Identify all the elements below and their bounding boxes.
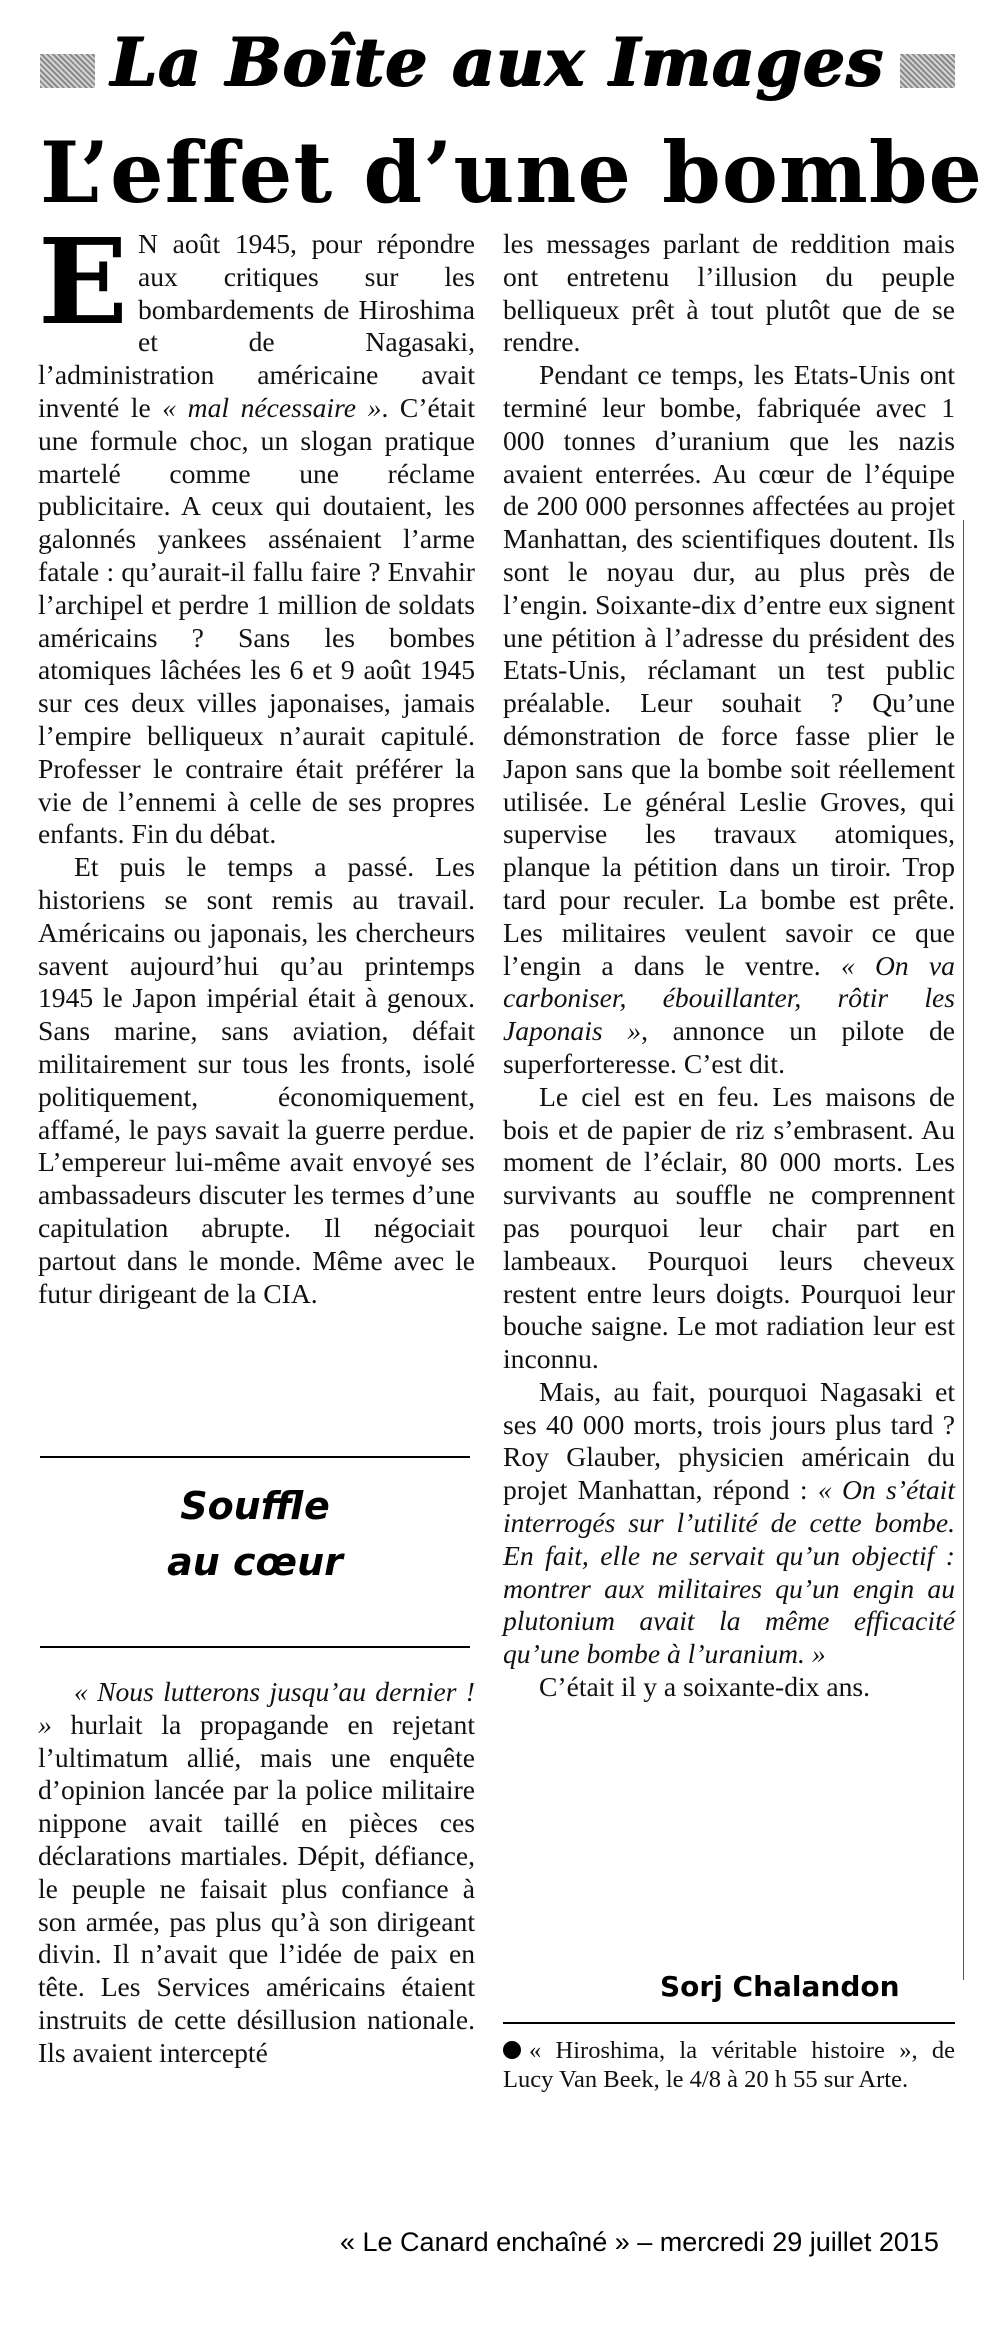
headline: L’effet d’une bombe <box>40 123 983 222</box>
subhead-line-2: au cœur <box>167 1540 343 1584</box>
column-edge-rule <box>963 520 964 1980</box>
paragraph-4 <box>503 359 955 1081</box>
paragraph-6-quote: « On s’était interrogés sur l’utilité de cette bombe. En fait, elle ne servait qu’un objectif : montrer aux militaires qu’un engin au plutonium avait la même efficacité qu’une bombe à l’uranium. » <box>503 1474 955 1670</box>
article-column-left <box>38 212 475 1310</box>
paragraph-1-quote: « mal nécessaire » <box>162 391 382 423</box>
paragraph-3-text: hurlait la propagande en rejetant l’ultimatum allié, mais une enquête d’opinion lancée par la police militaire nippone avait taillé en pièces ces déclarations martiales. Dépit, défiance, le peuple ne faisait plus confiance à son armée, pas plus qu’à son dirigeant divin. Il n’avait que l’idée de paix en tête. Les Services américains étaient instruits de cette désillusion nationale. Ils avaient intercepté <box>38 1708 475 2068</box>
article-column-right <box>503 228 955 1704</box>
paragraph-1-text-a: N août 1945, pour répondre aux critiques sur les bombardements de Hiroshima et de Nagasaki, l’administration américaine avait inventé le <box>38 228 475 423</box>
paragraph-3-continued: les messages parlant de reddition mais ont entretenu l’illusion du peuple belliqueux prêt à tout plutôt que de se rendre. <box>503 228 955 358</box>
subhead <box>40 1478 470 1590</box>
rubric-title: La Boîte aux Images <box>95 18 900 106</box>
paragraph-1-text-b: . C’était une formule choc, un slogan pratique martelé comme une réclame publicitaire. A ceux qui doutaient, les galonnés yankees assénaient l’arme fatale : qu’aurait-il fallu faire ? Envahir l’archipel et perdre 1 million de soldats américains ? Sans les bombes atomiques lâchées les 6 et 9 août 1945 sur ces deux villes japonaises, jamais l’empire belliqueux n’aurait capitulé. Professer le contraire était préférer la vie de l’ennemi à celle de ses propres enfants. Fin du débat. <box>38 391 475 850</box>
dropcap: E <box>38 212 128 351</box>
paragraph-7: C’était il y a soixante-dix ans. <box>539 1671 871 1703</box>
paragraph-6-text: Mais, au fait, pourquoi Nagasaki et ses 40 000 morts, trois jours plus tard ? Roy Glauber, physicien américain du projet Manhattan, répond : <box>503 1375 955 1506</box>
article-column-left-lower <box>38 1676 475 2070</box>
subhead-rule-top <box>40 1456 470 1458</box>
paragraph-4-text: Pendant ce temps, les Etats-Unis ont terminé leur bombe, fabriquée avec 1 000 tonnes d’uranium que les nazis avaient enterrées. Au cœur de l’équipe de 200 000 personnes affectées au projet Manhattan, des scientifiques doutent. Ils sont le noyau dur, au plus près de l’engin. Soixante-dix d’entre eux signent une pétition à l’adresse du président des Etats-Unis, réclamant un test public préalable. Leur souhait ? Qu’une démonstration de force fasse plier le Japon sans que la bombe soit réellement utilisée. Le général Leslie Groves, qui supervise les travaux atomiques, planque la pétition dans un tiroir. Trop tard pour reculer. La bombe est prête. Les militaires veulent savoir ce que l’engin a dans le ventre. <box>503 359 955 981</box>
source-footer: « Le Canard enchaîné » – mercredi 29 juillet 2015 <box>340 2227 939 2257</box>
paragraph-3 <box>38 1676 475 2070</box>
paragraph-6 <box>503 1376 955 1671</box>
paragraph-5: Le ciel est en feu. Les maisons de bois et de papier de riz s’embrasent. Au moment de l’éclair, 80 000 morts. Les survivants au souffle ne comprennent pas pourquoi leur chair part en lambeaux. Pourquoi leurs cheveux restent entre leurs doigts. Pourquoi leur bouche saigne. Le mot radiation leur est inconnu. <box>503 1080 955 1375</box>
paragraph-2: Et puis le temps a passé. Les historiens se sont remis au travail. Américains ou japonais, les chercheurs savent aujourd’hui qu’au printemps 1945 le Japon impérial était à genoux. Sans marine, sans aviation, défait militairement sur tous les fronts, isolé politiquement, économiquement, affamé, le pays savait la guerre perdue. L’empereur lui-même avait envoyé ses ambassadeurs discuter les termes d’une capitulation abrupte. Il négociait partout dans le monde. Même avec le futur dirigeant de la CIA. <box>38 851 475 1309</box>
subhead-rule-bottom <box>40 1646 470 1648</box>
tv-note <box>503 2022 955 2094</box>
paragraph-4-text-b: , annonce un pilote de superforteresse. C’est dit. <box>503 1015 955 1079</box>
bullet-icon <box>503 2041 521 2059</box>
paragraph-1 <box>38 212 475 851</box>
author-signature: Sorj Chalandon <box>660 1970 900 2003</box>
paragraph-4-quote: « On va carboniser, ébouillanter, rôtir les Japonais » <box>503 949 955 1047</box>
masthead <box>40 18 955 106</box>
tv-note-text: « Hiroshima, la véritable histoire », de Lucy Van Beek, le 4/8 à 20 h 55 sur Arte. <box>503 2037 955 2093</box>
subhead-line-1: Souffle <box>180 1484 330 1528</box>
paragraph-3-quote: « Nous lutterons jusqu’au dernier ! » <box>38 1676 475 1740</box>
